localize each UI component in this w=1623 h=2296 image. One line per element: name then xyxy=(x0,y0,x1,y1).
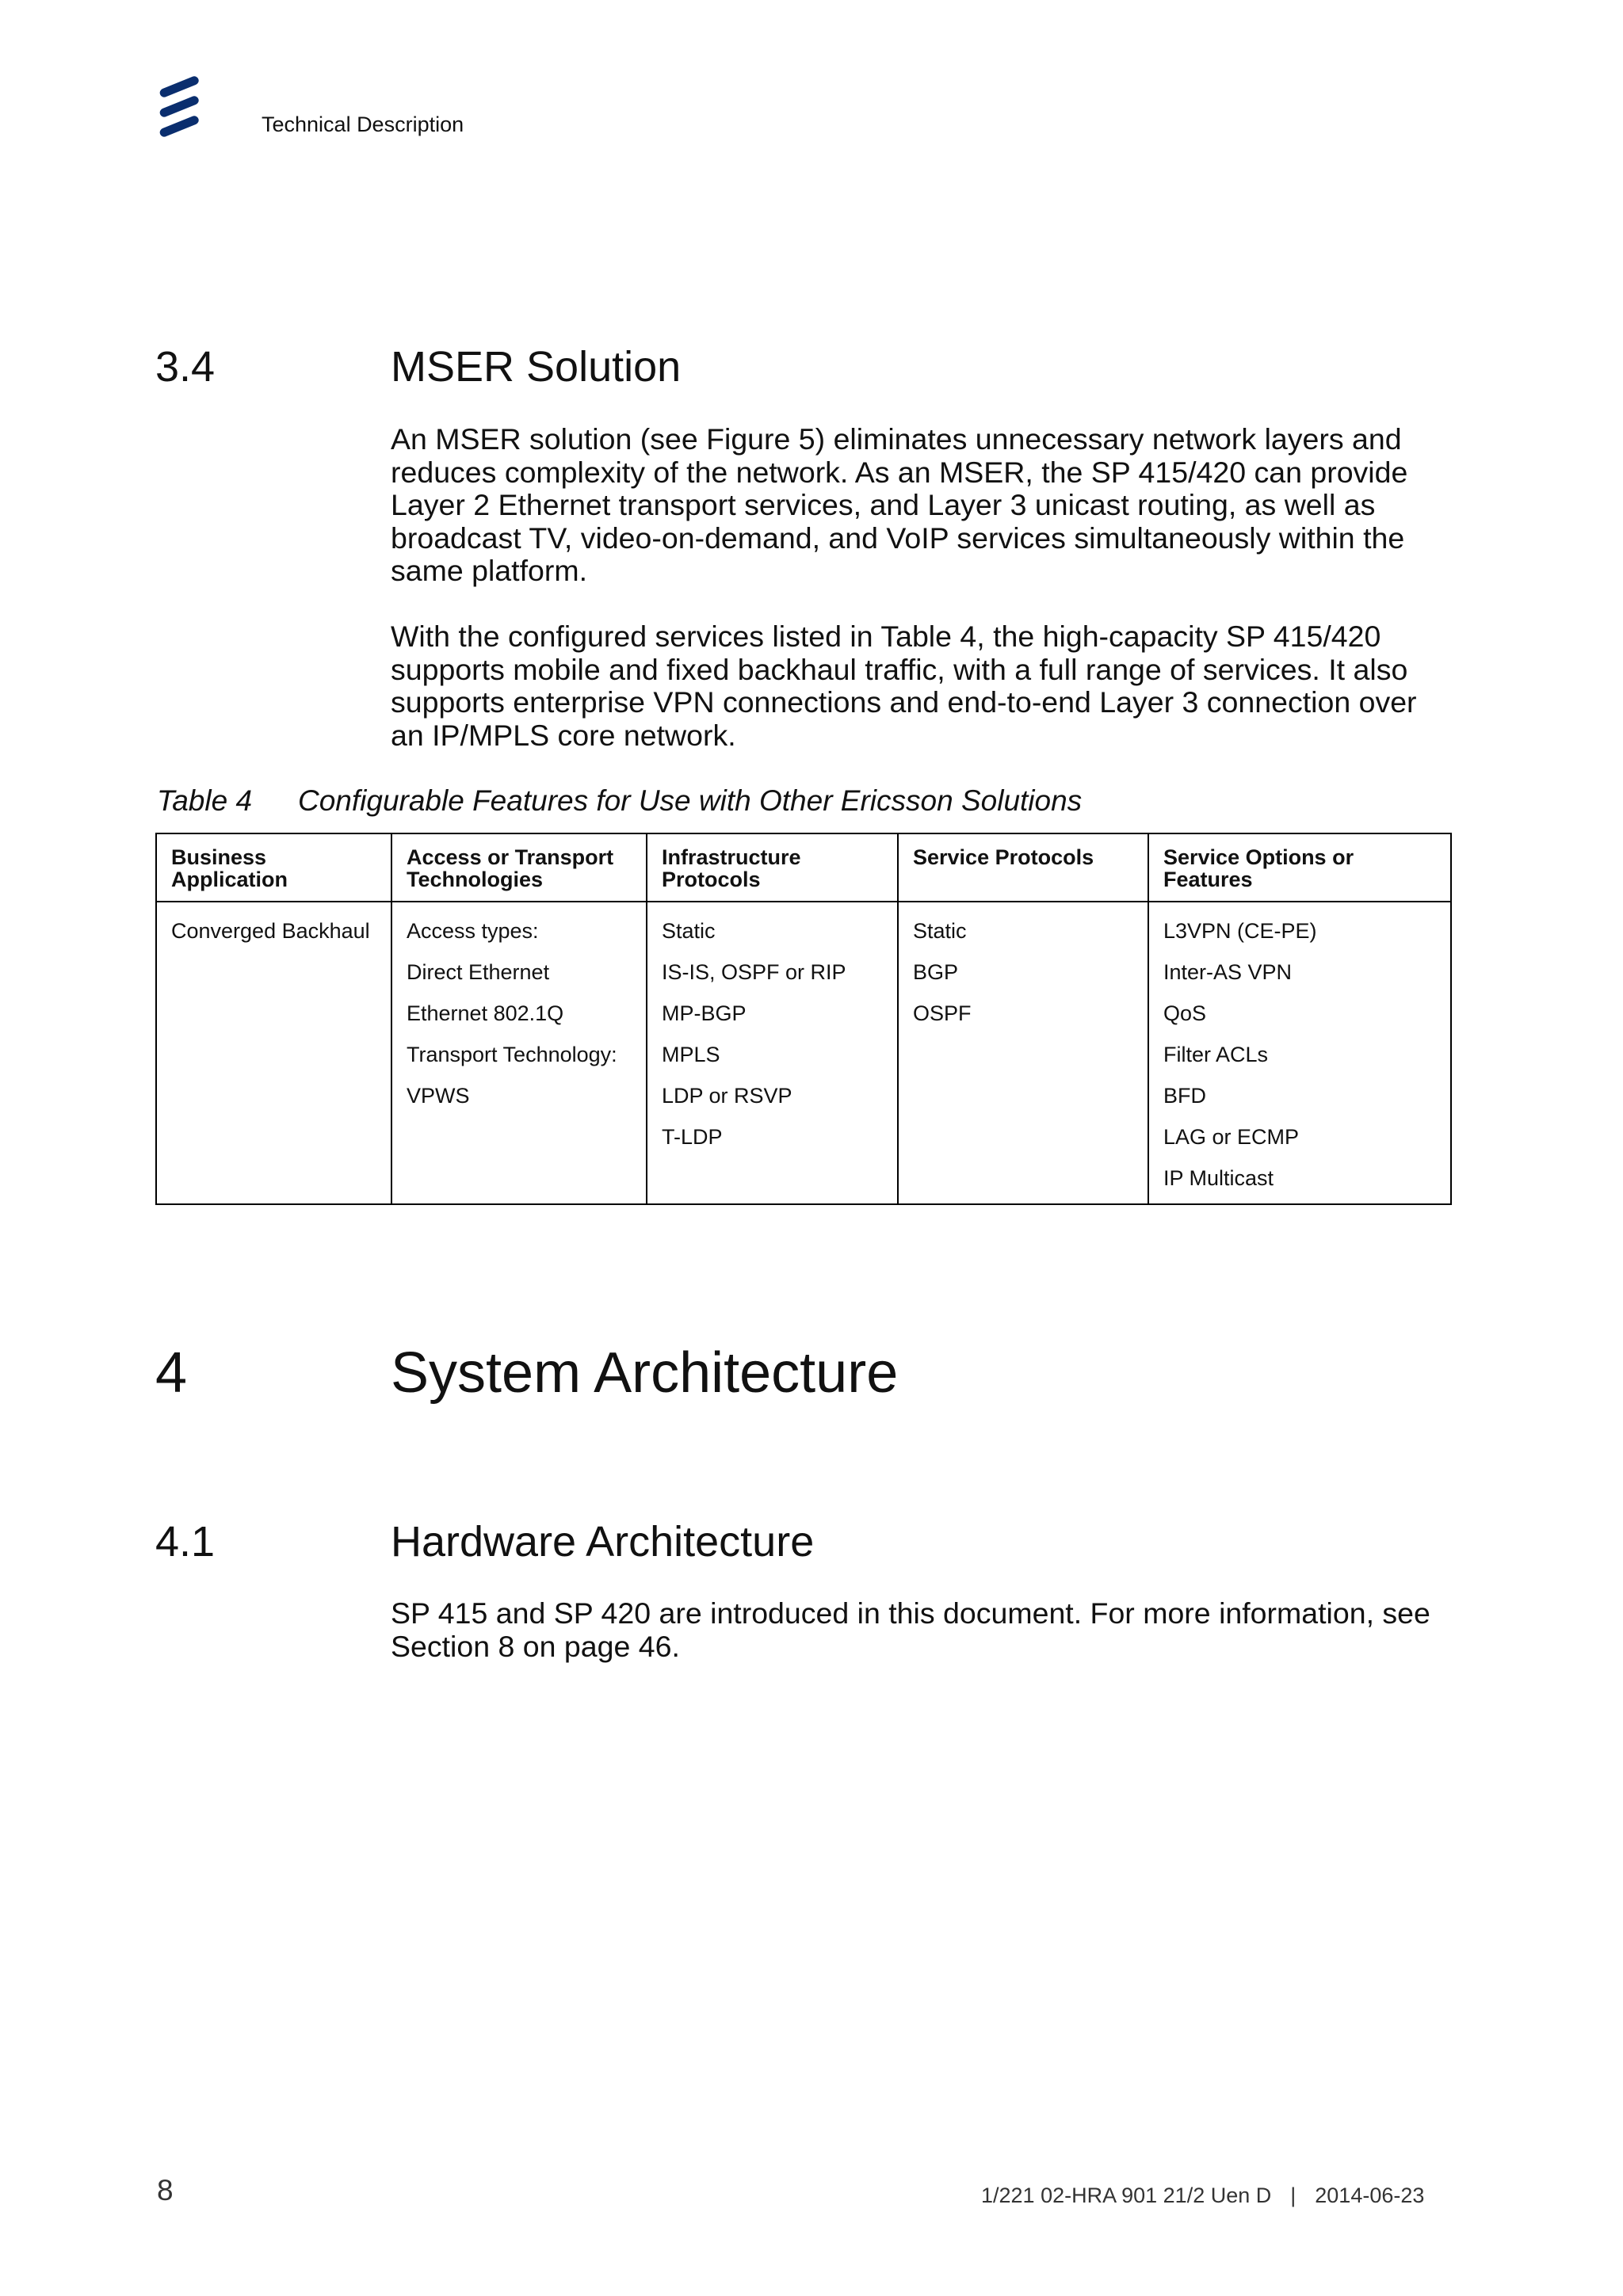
cell-line: MPLS xyxy=(662,1043,720,1066)
table-header-cell: Access or Transport Technologies xyxy=(391,833,647,902)
cell-line: Converged Backhaul xyxy=(171,919,370,943)
cell-line: Access types: xyxy=(407,919,539,943)
cell-line: LAG or ECMP xyxy=(1163,1125,1300,1149)
table-caption-number: Table 4 xyxy=(157,784,253,817)
cell-line: BFD xyxy=(1163,1084,1206,1108)
table-row xyxy=(156,902,1451,1204)
cell-line: Transport Technology: xyxy=(407,1043,617,1066)
cell-line: Direct Ethernet xyxy=(407,960,550,984)
section-paragraph: SP 415 and SP 420 are introduced in this document. For more information, see Section 8 on page 46. xyxy=(391,1596,1430,1663)
table-caption xyxy=(157,784,1082,818)
cell-line: OSPF xyxy=(913,1001,972,1025)
document-date: 2014-06-23 xyxy=(1315,2183,1425,2207)
cell-line: BGP xyxy=(913,960,959,984)
table-cell xyxy=(647,902,898,1204)
cell-line: Static xyxy=(913,919,967,943)
table-header-cell: Service Protocols xyxy=(898,833,1148,902)
document-number: 1/221 02-HRA 901 21/2 Uen D xyxy=(981,2183,1272,2207)
section-title: MSER Solution xyxy=(391,343,682,391)
ericsson-logo-icon xyxy=(155,76,203,138)
table-caption-title: Configurable Features for Use with Other Ericsson Solutions xyxy=(298,784,1083,817)
table-header-cell: Service Options or Features xyxy=(1148,833,1451,902)
cell-line: VPWS xyxy=(407,1084,470,1108)
table-cell xyxy=(156,902,391,1204)
cell-line: L3VPN (CE-PE) xyxy=(1163,919,1317,943)
cell-line: T-LDP xyxy=(662,1125,723,1149)
document-id xyxy=(981,2183,1424,2208)
cell-line: IP Multicast xyxy=(1163,1166,1274,1190)
section-number: 3.4 xyxy=(155,343,216,391)
table-cell xyxy=(1148,902,1451,1204)
header-title: Technical Description xyxy=(262,113,464,136)
section-number: 4.1 xyxy=(155,1518,216,1566)
chapter-title: System Architecture xyxy=(391,1341,899,1405)
cell-line: Filter ACLs xyxy=(1163,1043,1269,1066)
section-title: Hardware Architecture xyxy=(391,1518,815,1566)
footer-separator: | xyxy=(1290,2183,1296,2207)
cell-line: QoS xyxy=(1163,1001,1207,1025)
table-cell xyxy=(391,902,647,1204)
features-table xyxy=(155,833,1452,1205)
cell-line: LDP or RSVP xyxy=(662,1084,792,1108)
table-header-cell: Infrastructure Protocols xyxy=(647,833,898,902)
chapter-number: 4 xyxy=(155,1341,188,1405)
table-cell xyxy=(898,902,1148,1204)
cell-line: Ethernet 802.1Q xyxy=(407,1001,564,1025)
section-paragraph: An MSER solution (see Figure 5) eliminates unnecessary network layers and reduces complexity of the network. As an MSER, the SP 415/420 can provide Layer 2 Ethernet transport services, and Layer 3 unicast routing, as well as broadcast TV, video-on-demand, and VoIP services simultaneously within the same platform. xyxy=(391,422,1408,587)
cell-line: MP-BGP xyxy=(662,1001,747,1025)
section-paragraph: With the configured services listed in Table 4, the high-capacity SP 415/420 supports mobile and fixed backhaul traffic, with a full range of services. It also supports enterprise VPN connections and end-to-end Layer 3 connection over an IP/MPLS core network. xyxy=(391,620,1417,752)
table-header-cell: Business Application xyxy=(156,833,391,902)
cell-line: Inter-AS VPN xyxy=(1163,960,1293,984)
page-number: 8 xyxy=(157,2174,174,2206)
table-header-row xyxy=(156,833,1451,902)
cell-line: IS-IS, OSPF or RIP xyxy=(662,960,846,984)
cell-line: Static xyxy=(662,919,716,943)
